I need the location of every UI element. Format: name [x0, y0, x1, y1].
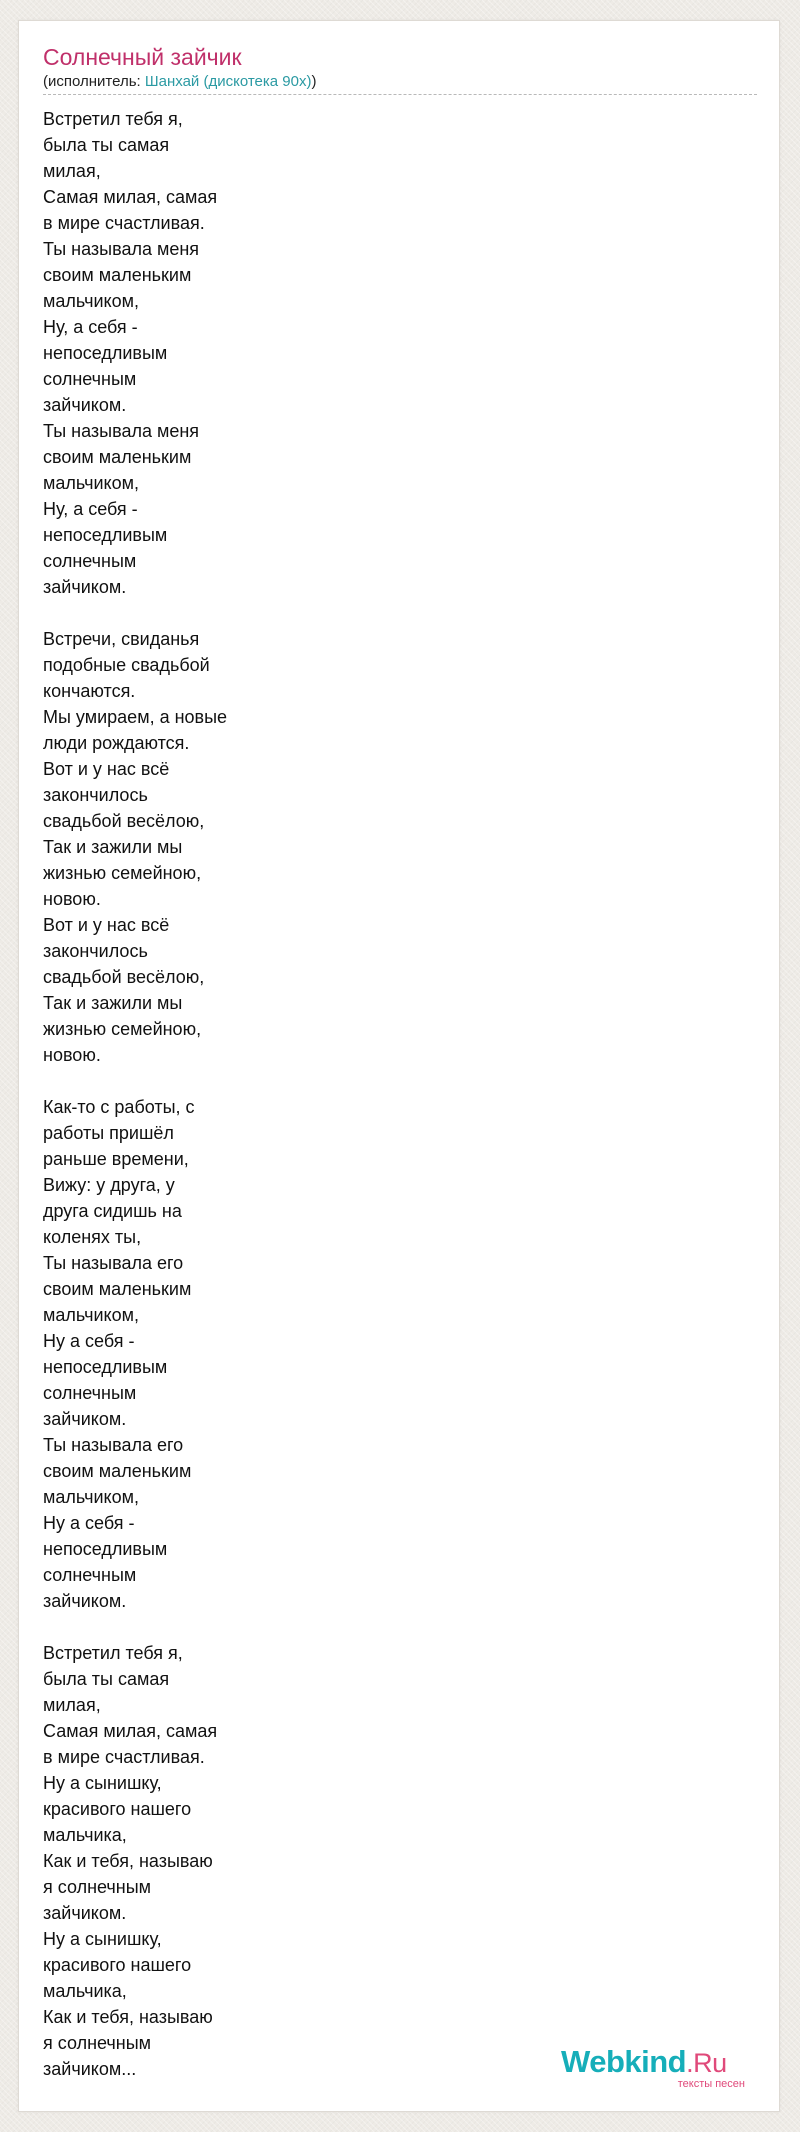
lyric-line: непоседливым [43, 525, 168, 545]
lyric-line: зайчиком. [43, 1591, 127, 1611]
logo-wordmark [561, 2045, 727, 2080]
content-card [18, 20, 780, 2112]
lyric-line: своим маленьким [43, 265, 192, 285]
lyric-line: солнечным [43, 1383, 137, 1403]
lyric-line: подобные свадьбой [43, 655, 210, 675]
lyric-line: Ну, а себя - [43, 317, 138, 337]
lyric-line: Ты называла меня [43, 421, 200, 441]
lyric-line: свадьбой весёлою, [43, 811, 205, 831]
lyric-line: милая, [43, 161, 101, 181]
lyric-line: Самая милая, самая [43, 1721, 218, 1741]
logo-brand: Webkind [561, 2044, 687, 2079]
lyric-line: закончилось [43, 941, 148, 961]
lyric-line: мальчиком, [43, 1305, 139, 1325]
lyric-line: Встречи, свиданья [43, 629, 200, 649]
lyric-line: жизнью семейною, [43, 863, 202, 883]
lyric-line: Самая милая, самая [43, 187, 218, 207]
lyric-line: кончаются. [43, 681, 136, 701]
lyric-line: непоседливым [43, 343, 168, 363]
lyric-line: друга сидишь на [43, 1201, 182, 1221]
lyric-line: своим маленьким [43, 1461, 192, 1481]
lyric-line: была ты самая [43, 1669, 170, 1689]
lyric-line: мальчика, [43, 1825, 127, 1845]
lyric-line: в мире счастливая. [43, 1747, 205, 1767]
lyric-line: мальчиком, [43, 1487, 139, 1507]
lyric-line: мальчика, [43, 1981, 127, 2001]
site-logo[interactable] [561, 2045, 751, 2089]
lyric-line: своим маленьким [43, 1279, 192, 1299]
stanza-gap [43, 1614, 343, 1640]
lyric-line: своим маленьким [43, 447, 192, 467]
lyric-line: новою. [43, 1045, 101, 1065]
logo-tagline: тексты песен [677, 2078, 745, 2090]
lyric-line: Как и тебя, называю [43, 1851, 213, 1871]
lyric-line: была ты самая [43, 135, 170, 155]
lyric-line: солнечным [43, 551, 137, 571]
artist-link[interactable]: Шанхай (дискотека 90х) [144, 73, 312, 90]
lyric-line: в мире счастливая. [43, 213, 205, 233]
lyric-line: Ну а сынишку, [43, 1773, 162, 1793]
lyric-line: Ну а себя - [43, 1513, 135, 1533]
lyric-line: Вижу: у друга, у [43, 1175, 175, 1195]
song-title: Солнечный зайчик [43, 44, 242, 70]
lyric-line: непоседливым [43, 1357, 168, 1377]
stanza-gap [43, 1068, 343, 1094]
lyric-line: новою. [43, 889, 101, 909]
artist-line [43, 73, 316, 91]
lyric-line: Ты называла его [43, 1435, 184, 1455]
lyric-line: мальчиком, [43, 473, 139, 493]
logo-tld: .Ru [686, 2048, 727, 2078]
lyric-line: Ну а сынишку, [43, 1929, 162, 1949]
lyric-line: люди рождаются. [43, 733, 190, 753]
lyric-line: я солнечным [43, 1877, 152, 1897]
lyric-line: Как и тебя, называю [43, 2007, 213, 2027]
lyrics-text [43, 106, 343, 2082]
lyric-line: Мы умираем, а новые [43, 707, 228, 727]
lyric-line: солнечным [43, 1565, 137, 1585]
lyric-line: зайчиком. [43, 1409, 127, 1429]
lyric-line: непоседливым [43, 1539, 168, 1559]
artist-prefix: (исполнитель: [43, 73, 145, 90]
title-divider [43, 94, 757, 95]
lyric-line: Так и зажили мы [43, 993, 183, 1013]
lyric-line: Так и зажили мы [43, 837, 183, 857]
artist-suffix: ) [311, 73, 317, 90]
lyric-line: милая, [43, 1695, 101, 1715]
lyric-line: Ну а себя - [43, 1331, 135, 1351]
lyric-line: Вот и у нас всё [43, 759, 170, 779]
lyric-line: раньше времени, [43, 1149, 189, 1169]
lyric-line: жизнью семейною, [43, 1019, 202, 1039]
lyric-line: коленях ты, [43, 1227, 142, 1247]
lyric-line: Вот и у нас всё [43, 915, 170, 935]
lyric-line: солнечным [43, 369, 137, 389]
lyric-line: зайчиком. [43, 1903, 127, 1923]
stanza-gap [43, 600, 343, 626]
lyric-line: зайчиком. [43, 395, 127, 415]
lyric-line: Ну, а себя - [43, 499, 138, 519]
lyric-line: Встретил тебя я, [43, 109, 183, 129]
lyric-line: красивого нашего [43, 1799, 192, 1819]
lyric-line: зайчиком... [43, 2059, 137, 2079]
lyric-line: Ты называла меня [43, 239, 200, 259]
lyric-line: Ты называла его [43, 1253, 184, 1273]
lyric-line: красивого нашего [43, 1955, 192, 1975]
lyric-line: я солнечным [43, 2033, 152, 2053]
lyric-line: Как-то с работы, с [43, 1097, 195, 1117]
lyric-line: закончилось [43, 785, 148, 805]
lyric-line: свадьбой весёлою, [43, 967, 205, 987]
lyric-line: мальчиком, [43, 291, 139, 311]
lyric-line: работы пришёл [43, 1123, 174, 1143]
lyric-line: зайчиком. [43, 577, 127, 597]
lyric-line: Встретил тебя я, [43, 1643, 183, 1663]
